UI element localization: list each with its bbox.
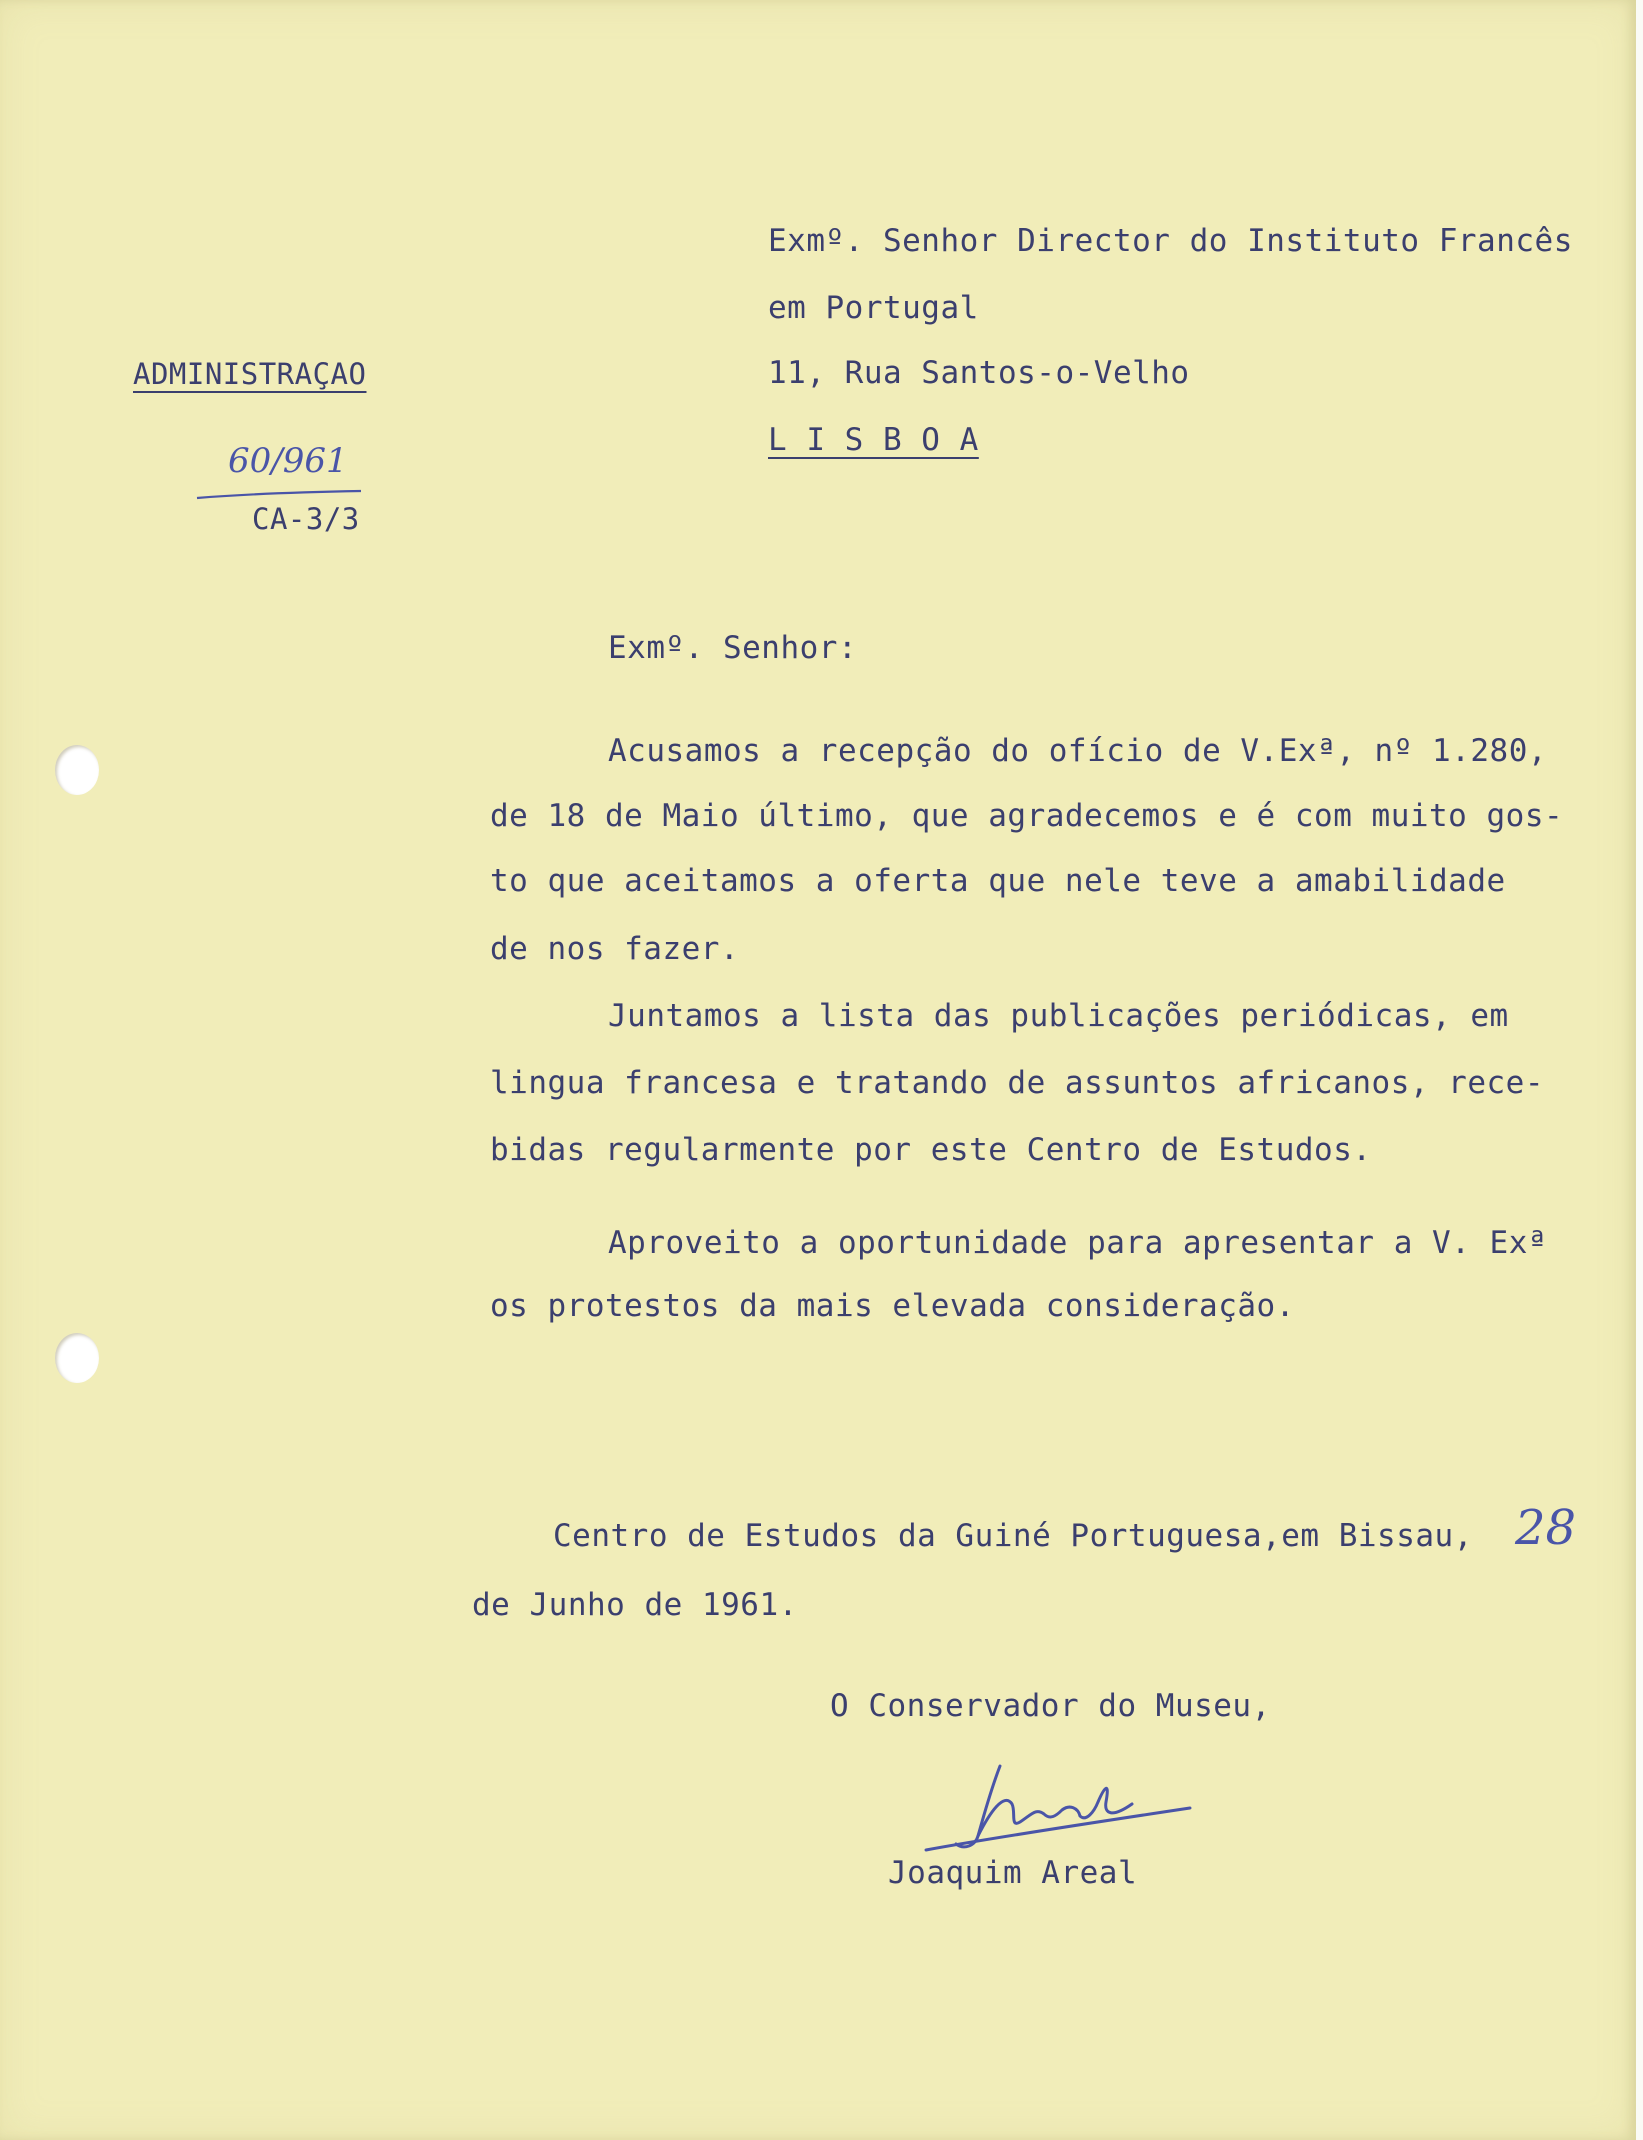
reference-code: CA-3/3 [252,502,360,536]
addressee-line-1: Exmº. Senhor Director do Instituto Francês [768,223,1573,259]
department-heading: ADMINISTRAÇAO [133,357,367,391]
body-line: de nos fazer. [490,931,740,967]
addressee-line-3: 11, Rua Santos-o-Velho [768,355,1190,391]
closing-place: Centro de Estudos da Guiné Portuguesa,em Bissau, [553,1518,1473,1554]
body-line: bidas regularmente por este Centro de Estudos. [490,1132,1372,1168]
punch-hole [55,1333,99,1383]
closing-date: de Junho de 1961. [472,1587,798,1623]
reference-underline [195,488,365,502]
signatory-name: Joaquim Areal [888,1855,1138,1891]
addressee-city: L I S B O A [768,422,979,458]
addressee-line-2: em Portugal [768,290,979,326]
salutation: Exmº. Senhor: [608,630,858,666]
punch-hole [55,745,99,795]
body-line: Aproveito a oportunidade para apresentar a V. Exª [608,1225,1548,1261]
body-line: lingua francesa e tratando de assuntos africanos, rece- [490,1065,1544,1101]
body-line: Juntamos a lista das publicações periódicas, em [608,998,1509,1034]
body-line: os protestos da mais elevada consideração. [490,1288,1295,1324]
reference-number: 60/961 [228,441,348,481]
signature [920,1752,1210,1862]
body-line: Acusamos a recepção do ofício de V.Exª, nº 1.280, [608,733,1548,769]
body-line: to que aceitamos a oferta que nele teve a amabilidade [490,863,1506,899]
signatory-title: O Conservador do Museu, [830,1688,1271,1724]
body-line: de 18 de Maio último, que agradecemos e é com muito gos- [490,798,1564,834]
handwritten-day: 28 [1515,1500,1577,1556]
